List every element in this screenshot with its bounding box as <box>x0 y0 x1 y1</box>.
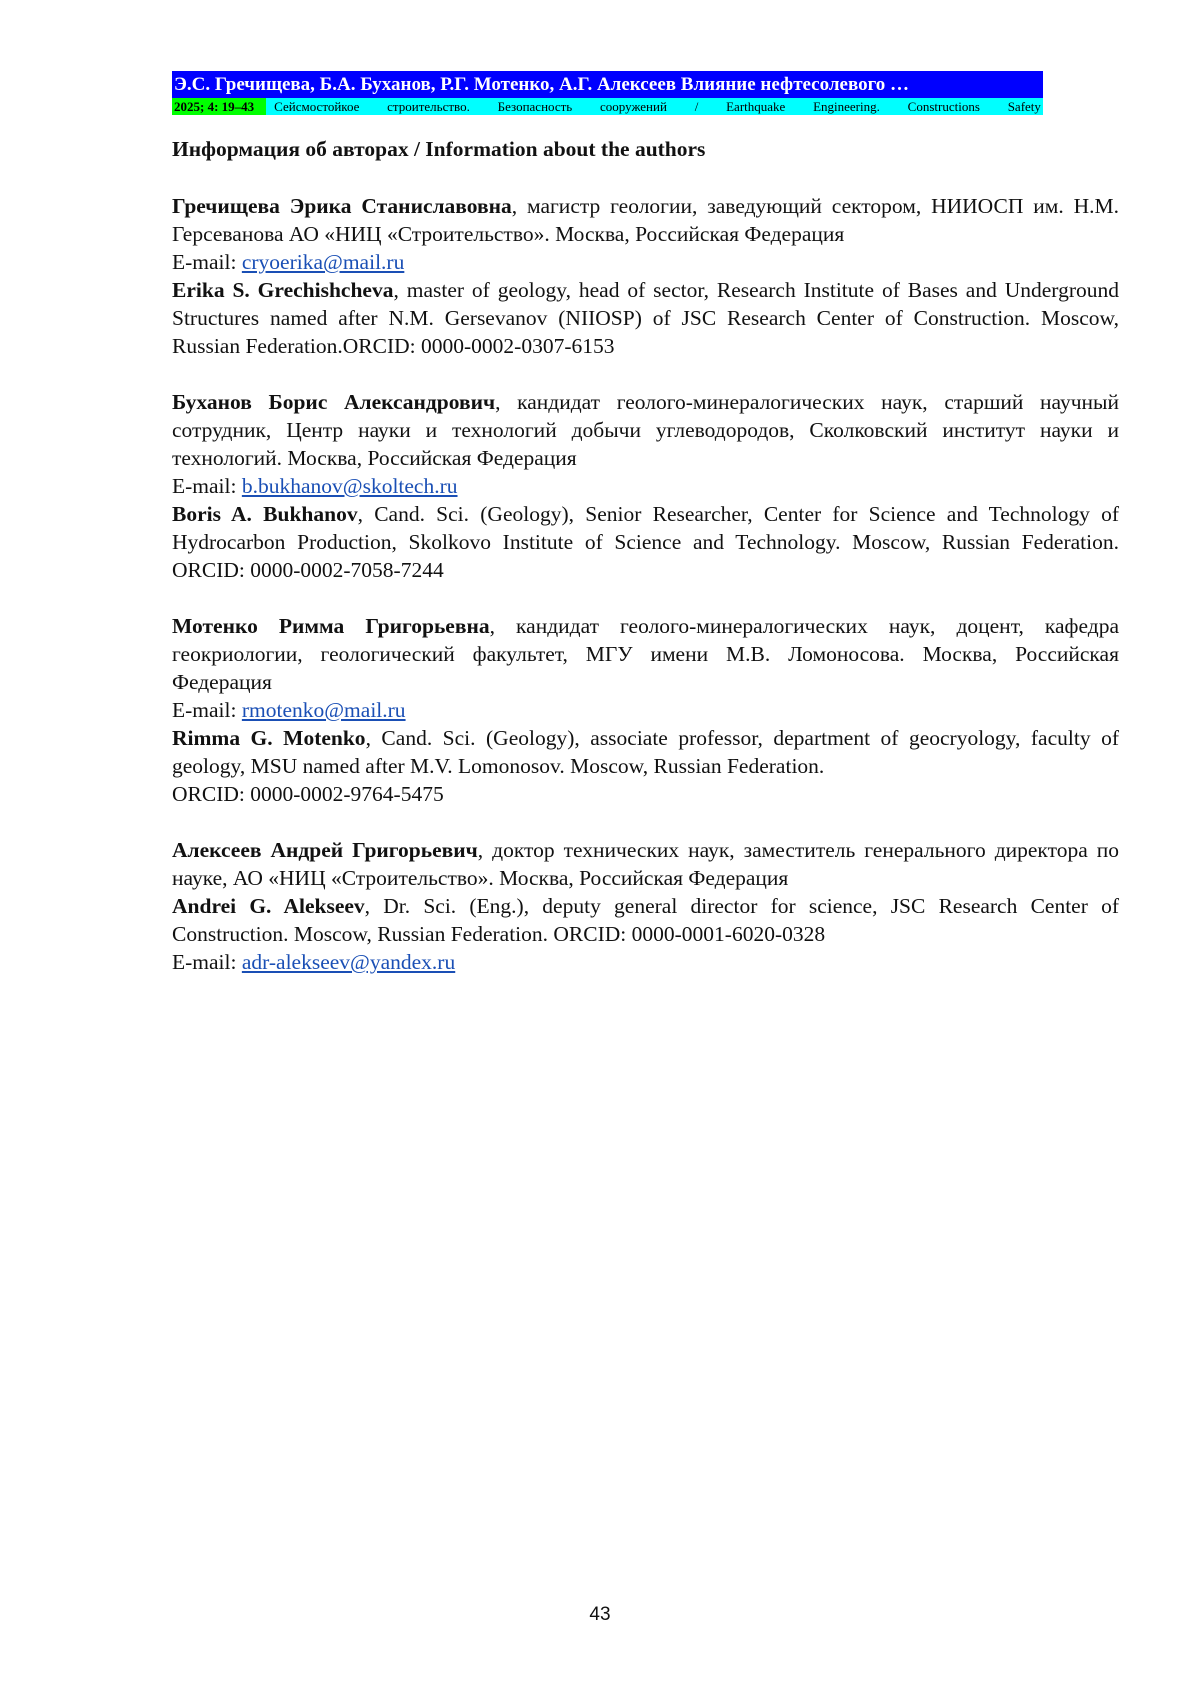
author-en-paragraph <box>172 276 1119 360</box>
author-block-alekseev <box>172 836 1119 976</box>
author-ru-text: , доктор технических наук, заместитель генерального директора по науке, АО «НИЦ «Строительство». Москва, Российская Федерация <box>172 838 1119 890</box>
section-title: Информация об авторах / Information about the authors <box>172 137 706 161</box>
author-en-paragraph <box>172 500 1119 584</box>
header-journal <box>266 98 1043 115</box>
author-block-grechishcheva <box>172 192 1119 360</box>
email-link[interactable]: adr-alekseev@yandex.ru <box>241 950 456 974</box>
journal-word: сооружений <box>600 99 667 114</box>
author-block-motenko <box>172 612 1119 808</box>
author-ru-paragraph <box>172 192 1119 248</box>
author-en-name: Andrei G. Alekseev <box>172 894 365 918</box>
header-journal-line <box>172 98 1043 115</box>
author-block-bukhanov <box>172 388 1119 584</box>
journal-word: Constructions <box>907 99 980 114</box>
author-en-text: , master of geology, head of sector, Research Institute of Bases and Underground Structures named after N.M. Gersevanov (NIIOSP) of JSC Research Center of Construction. Moscow, Russian Federation.ORCID: 0000-0002-0307-6153 <box>172 278 1119 358</box>
journal-word: строительство. <box>387 99 470 114</box>
author-email-line <box>172 248 1119 276</box>
author-ru-paragraph <box>172 612 1119 696</box>
author-email-line <box>172 948 1119 976</box>
journal-word: Earthquake <box>726 99 786 114</box>
author-ru-name: Мотенко Римма Григорьевна <box>172 614 490 638</box>
author-en-paragraph <box>172 724 1119 780</box>
author-ru-paragraph <box>172 388 1119 472</box>
page-number: 43 <box>589 1604 611 1625</box>
email-link[interactable]: cryoerika@mail.ru <box>241 250 405 274</box>
author-en-name: Boris A. Bukhanov <box>172 502 358 526</box>
authors-section <box>172 134 1119 1004</box>
author-email-line <box>172 696 1119 724</box>
author-en-text: , Cand. Sci. (Geology), associate professor, department of geocryology, faculty of geology, MSU named after M.V. Lomonosov. Moscow, Russian Federation. <box>172 726 1119 778</box>
email-label: E-mail: <box>172 250 242 274</box>
email-link[interactable]: rmotenko@mail.ru <box>241 698 406 722</box>
author-en-paragraph <box>172 892 1119 948</box>
email-label: E-mail: <box>172 698 242 722</box>
journal-word: Safety <box>1007 99 1041 114</box>
journal-word: Сейсмостойкое <box>274 99 360 114</box>
author-ru-paragraph <box>172 836 1119 892</box>
author-en-text: , Cand. Sci. (Geology), Senior Researcher, Center for Science and Technology of Hydrocarbon Production, Skolkovo Institute of Science and Technology. Moscow, Russian Federation. ORCID: 0000-0002-7058-7244 <box>172 502 1119 582</box>
email-label: E-mail: <box>172 950 242 974</box>
author-en-name: Erika S. Grechishcheva <box>172 278 394 302</box>
running-header <box>172 71 1043 115</box>
author-email-line <box>172 472 1119 500</box>
author-orcid-line: ORCID: 0000-0002-9764-5475 <box>172 782 444 806</box>
journal-word: Engineering. <box>813 99 880 114</box>
journal-word: Безопасность <box>497 99 573 114</box>
author-ru-name: Гречищева Эрика Станиславовна <box>172 194 512 218</box>
journal-word: / <box>694 99 699 114</box>
header-title: Э.С. Гречищева, Б.А. Буханов, Р.Г. Мотенко, А.Г. Алексеев Влияние нефтесолевого … <box>172 71 1043 98</box>
header-issue: 2025; 4: 19–43 <box>172 98 266 115</box>
author-ru-text: , кандидат геолого-минералогических наук, старший научный сотрудник, Центр науки и технологий добычи углеводородов, Сколковский институт науки и технологий. Москва, Российская Федерация <box>172 390 1120 470</box>
author-ru-name: Буханов Борис Александрович <box>172 390 496 414</box>
author-ru-name: Алексеев Андрей Григорьевич <box>172 838 478 862</box>
author-en-text: , Dr. Sci. (Eng.), deputy general director for science, JSC Research Center of Construction. Moscow, Russian Federation. ORCID: 0000-0001-6020-0328 <box>172 894 1119 946</box>
author-ru-text: , кандидат геолого-минералогических наук, доцент, кафедра геокриологии, геологический факультет, МГУ имени М.В. Ломоносова. Москва, Российская Федерация <box>172 614 1119 694</box>
email-link[interactable]: b.bukhanov@skoltech.ru <box>241 474 458 498</box>
author-ru-text: , магистр геологии, заведующий сектором, НИИОСП им. Н.М. Герсеванова АО «НИЦ «Строительство». Москва, Российская Федерация <box>172 194 1119 246</box>
author-en-name: Rimma G. Motenko <box>172 726 366 750</box>
email-label: E-mail: <box>172 474 242 498</box>
